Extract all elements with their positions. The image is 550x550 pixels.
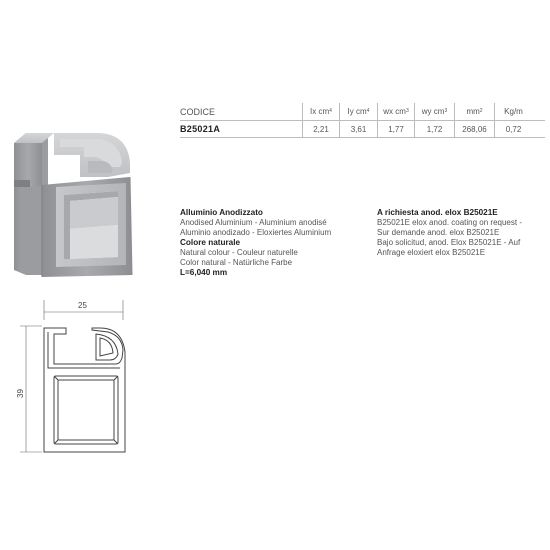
height-dimension — [20, 326, 42, 452]
header-wy: wy cm 3 — [414, 103, 454, 120]
desc-right-line: A richiesta anod. elox B25021E — [377, 208, 498, 217]
desc-right-line: Anfrage eloxiert elox B25021E — [377, 248, 486, 257]
code-value: B25021A — [180, 124, 221, 134]
width-label: 25 — [78, 301, 87, 310]
header-ix: Ix cm 4 — [302, 103, 339, 120]
desc-left-line: Natural colour - Couleur naturelle — [180, 248, 298, 257]
height-label: 39 — [16, 389, 25, 398]
material-description — [180, 208, 331, 278]
desc-right-line: Sur demande anod. elox B25021E — [377, 228, 500, 237]
spec-table-header — [180, 103, 545, 121]
desc-left-line: Alluminio Anodizzato — [180, 208, 263, 217]
iy-value: 3,61 — [339, 121, 377, 137]
profile-section-drawing — [12, 298, 142, 468]
wy-value: 1,72 — [414, 121, 454, 137]
weight-value: 0,72 — [494, 121, 532, 137]
desc-left-line: Anodised Aluminium - Aluminium anodisé — [180, 218, 327, 227]
header-iy: Iy cm 4 — [339, 103, 377, 120]
header-codice: CODICE — [180, 106, 216, 117]
spec-table — [180, 103, 545, 138]
desc-left-line: L=6,040 mm — [180, 268, 228, 277]
desc-left-line: Colore naturale — [180, 238, 241, 247]
desc-right-line: Bajo solicitud, anod. Elox B25021E - Auf — [377, 238, 521, 247]
desc-left-line: Aluminio anodizado - Eloxiertes Aluminium — [180, 228, 332, 237]
header-wx: wx cm 3 — [377, 103, 414, 120]
header-weight: Kg/m — [494, 103, 532, 120]
profile-outline — [44, 328, 125, 452]
ix-value: 2,21 — [302, 121, 339, 137]
desc-right-line: B25021E elox anod. coating on request - — [377, 218, 522, 227]
desc-left-line: Color natural - Natürliche Farbe — [180, 258, 293, 267]
profile-3d-image — [8, 125, 148, 285]
area-value: 268,06 — [454, 121, 494, 137]
wx-value: 1,77 — [377, 121, 414, 137]
anodizing-description — [377, 208, 522, 258]
header-area: mm 2 — [454, 103, 494, 120]
spec-table-row — [180, 121, 545, 138]
